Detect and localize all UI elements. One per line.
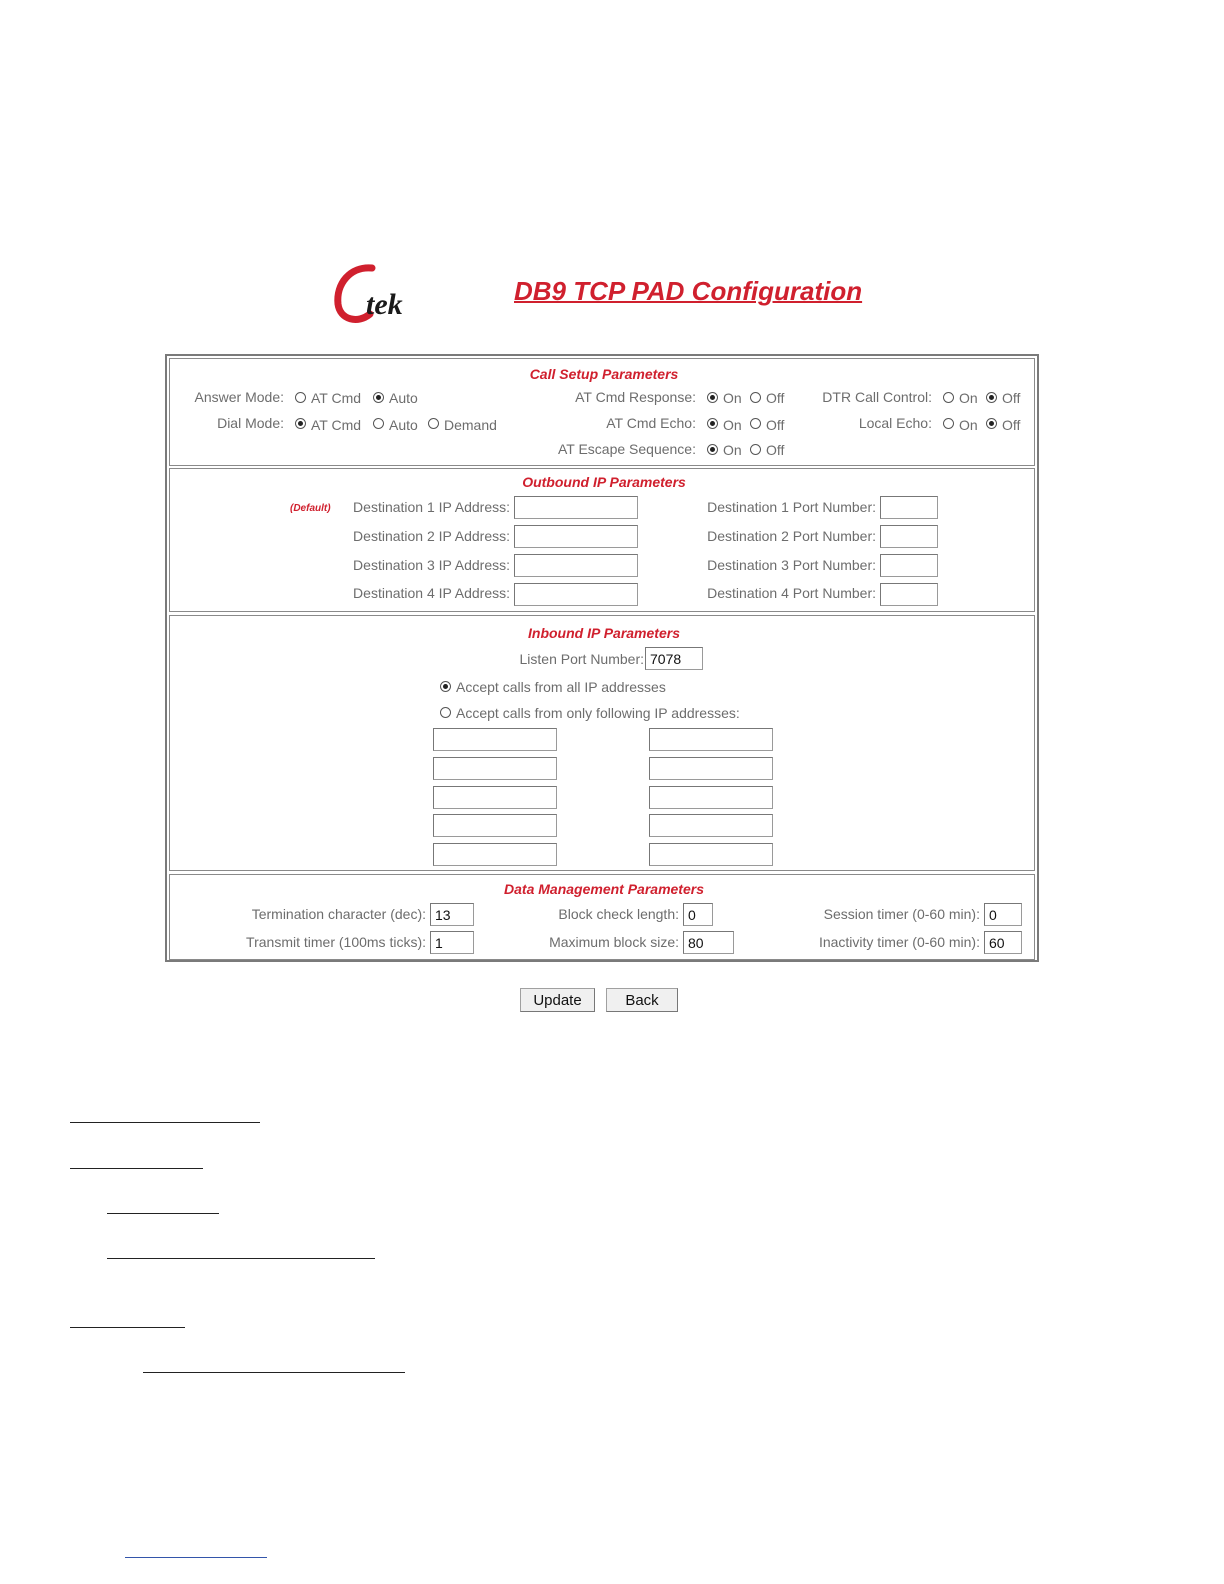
at-cmd-response-on-radio[interactable] (707, 392, 718, 403)
dest-4-port-label: Destination 4 Port Number: (707, 585, 876, 601)
allowed-ip-input[interactable] (649, 814, 773, 837)
data-management-title: Data Management Parameters (504, 881, 704, 897)
local-echo-off-radio[interactable] (986, 418, 997, 429)
at-cmd-echo-off-radio[interactable] (750, 418, 761, 429)
dest-4-port-input[interactable] (880, 583, 938, 606)
block-check-length-input[interactable] (683, 903, 713, 926)
dtr-call-control-label: DTR Call Control: (822, 389, 932, 405)
underline-rule (107, 1213, 219, 1214)
allowed-ip-input[interactable] (649, 757, 773, 780)
dest-3-port-label: Destination 3 Port Number: (707, 557, 876, 573)
dest-2-ip-input[interactable] (514, 525, 638, 548)
inactivity-timer-input[interactable] (984, 931, 1022, 954)
page-title: DB9 TCP PAD Configuration (514, 276, 863, 306)
underline-rule (107, 1258, 375, 1259)
dest-1-port-input[interactable] (880, 496, 938, 519)
block-check-length-label: Block check length: (558, 906, 679, 922)
allowed-ip-input[interactable] (649, 843, 773, 866)
transmit-timer-input[interactable] (430, 931, 474, 954)
dial-mode-auto-label: Auto (389, 417, 418, 433)
dest-4-ip-input[interactable] (514, 583, 638, 606)
underline-rule (143, 1372, 405, 1373)
allowed-ip-input[interactable] (649, 786, 773, 809)
at-cmd-response-label: AT Cmd Response: (575, 389, 696, 405)
accept-all-radio[interactable] (440, 681, 451, 692)
call-setup-title: Call Setup Parameters (529, 366, 679, 382)
termination-char-label: Termination character (dec): (251, 906, 426, 922)
at-escape-sequence-label: AT Escape Sequence: (557, 441, 696, 457)
dial-mode-atcmd-label: AT Cmd (311, 417, 362, 433)
listen-port-label: Listen Port Number: (519, 651, 644, 667)
at-escape-sequence-off-radio[interactable] (750, 444, 761, 455)
session-timer-label: Session timer (0-60 min): (823, 906, 980, 922)
dtr-call-control-on-label: On (959, 390, 978, 406)
at-cmd-response-on-label: On (723, 390, 742, 406)
dest-1-ip-label: Destination 1 IP Address: (353, 499, 510, 515)
dial-mode-atcmd-radio[interactable] (295, 418, 306, 429)
ctek-logo (332, 262, 432, 328)
max-block-size-input[interactable] (683, 931, 734, 954)
max-block-size-label: Maximum block size: (549, 934, 679, 950)
allowed-ip-input[interactable] (433, 728, 557, 751)
accept-only-label: Accept calls from only following IP addresses: (456, 705, 740, 721)
at-cmd-echo-on-label: On (723, 417, 742, 433)
underline-rule (70, 1168, 203, 1169)
transmit-timer-label: Transmit timer (100ms ticks): (246, 934, 426, 950)
dest-3-port-input[interactable] (880, 554, 938, 577)
at-escape-sequence-on-label: On (723, 442, 742, 458)
allowed-ip-input[interactable] (433, 757, 557, 780)
underline-rule (125, 1557, 267, 1558)
dest-2-port-input[interactable] (880, 525, 938, 548)
allowed-ip-input[interactable] (433, 786, 557, 809)
dest-3-ip-input[interactable] (514, 554, 638, 577)
dest-2-port-label: Destination 2 Port Number: (707, 528, 876, 544)
dial-mode-demand-radio[interactable] (428, 418, 439, 429)
answer-mode-auto-radio[interactable] (373, 392, 384, 403)
session-timer-input[interactable] (984, 903, 1022, 926)
at-cmd-response-off-label: Off (766, 390, 785, 406)
local-echo-off-label: Off (1002, 417, 1021, 433)
allowed-ip-input[interactable] (433, 814, 557, 837)
at-cmd-echo-label: AT Cmd Echo: (606, 415, 696, 431)
answer-mode-label: Answer Mode: (194, 389, 284, 405)
accept-all-label: Accept calls from all IP addresses (456, 679, 666, 695)
svg-text:Ctek: Ctek (332, 262, 335, 263)
local-echo-on-radio[interactable] (943, 418, 954, 429)
dest-4-ip-label: Destination 4 IP Address: (353, 585, 510, 601)
underline-rule (70, 1327, 185, 1328)
listen-port-input[interactable] (645, 647, 703, 670)
dest-3-ip-label: Destination 3 IP Address: (353, 557, 510, 573)
dtr-call-control-off-radio[interactable] (986, 392, 997, 403)
local-echo-label: Local Echo: (858, 415, 932, 431)
accept-only-radio[interactable] (440, 707, 451, 718)
back-button[interactable]: Back (606, 988, 678, 1012)
dial-mode-demand-label: Demand (444, 417, 497, 433)
termination-char-input[interactable] (430, 903, 474, 926)
at-escape-sequence-off-label: Off (766, 442, 785, 458)
answer-mode-atcmd-label: AT Cmd (311, 390, 362, 406)
at-cmd-echo-on-radio[interactable] (707, 418, 718, 429)
at-escape-sequence-on-radio[interactable] (707, 444, 718, 455)
local-echo-on-label: On (959, 417, 978, 433)
underline-rule (70, 1122, 260, 1123)
answer-mode-auto-label: Auto (389, 390, 418, 406)
dtr-call-control-off-label: Off (1002, 390, 1021, 406)
dest-1-ip-input[interactable] (514, 496, 638, 519)
dest-2-ip-label: Destination 2 IP Address: (353, 528, 510, 544)
dial-mode-label: Dial Mode: (217, 415, 284, 431)
inactivity-timer-label: Inactivity timer (0-60 min): (818, 934, 980, 950)
update-button[interactable]: Update (520, 988, 595, 1012)
at-cmd-echo-off-label: Off (766, 417, 785, 433)
svg-text:tek: tek (366, 288, 403, 321)
dtr-call-control-on-radio[interactable] (943, 392, 954, 403)
dest-1-port-label: Destination 1 Port Number: (707, 499, 876, 515)
allowed-ip-input[interactable] (433, 843, 557, 866)
default-tag: (Default) (290, 503, 331, 514)
at-cmd-response-off-radio[interactable] (750, 392, 761, 403)
answer-mode-atcmd-radio[interactable] (295, 392, 306, 403)
outbound-title: Outbound IP Parameters (522, 474, 686, 490)
allowed-ip-input[interactable] (649, 728, 773, 751)
inbound-title: Inbound IP Parameters (528, 625, 680, 641)
dial-mode-auto-radio[interactable] (373, 418, 384, 429)
